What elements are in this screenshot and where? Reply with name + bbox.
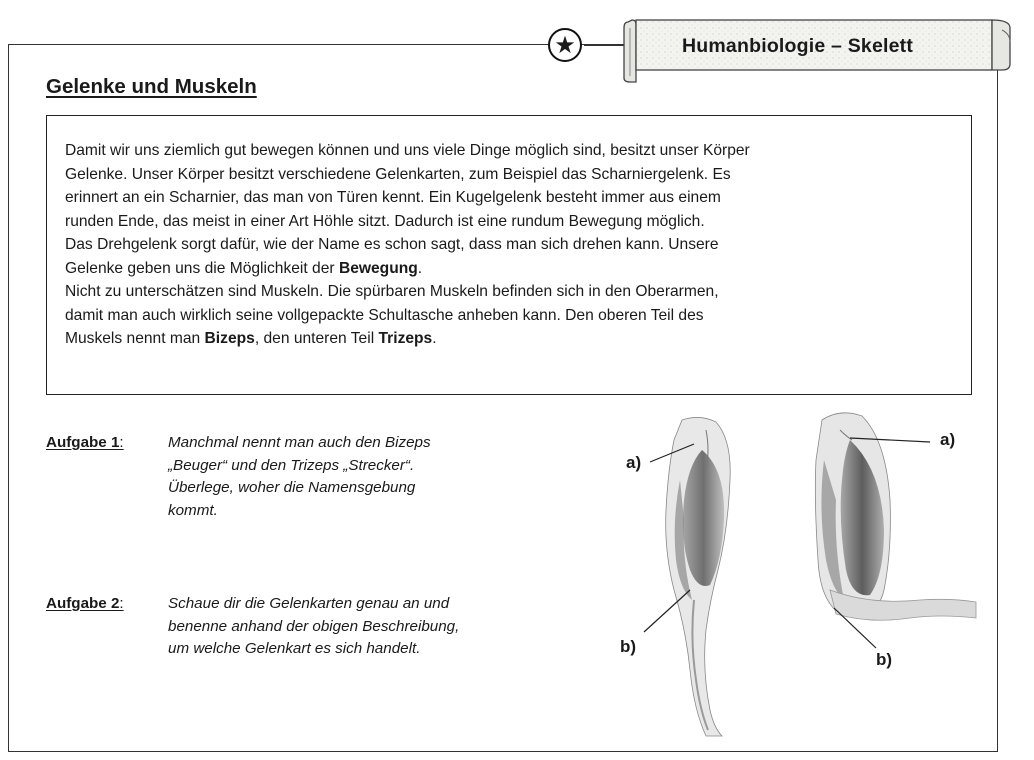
task-label-text: Aufgabe 1 (46, 434, 120, 451)
task-text (168, 432, 568, 522)
info-line-text: Gelenke geben uns die Möglichkeit der (65, 259, 339, 277)
banner-title: Humanbiologie – Skelett (682, 35, 914, 57)
info-text-box (46, 115, 972, 395)
info-line-text: , den unteren Teil (254, 330, 379, 347)
term-bizeps: Bizeps (204, 330, 255, 347)
task-line: Manchmal nennt man auch den Bizeps (168, 434, 431, 451)
task-label (46, 593, 124, 616)
label-a-right: a) (940, 430, 956, 449)
term-bewegung: Bewegung (338, 259, 418, 277)
task-line: um welche Gelenkart es sich handelt. (168, 640, 421, 657)
info-paragraph (65, 139, 955, 351)
task-colon: : (119, 434, 124, 451)
info-line-text: . (432, 330, 437, 347)
title-banner (622, 14, 1014, 84)
arm-bent-drawing (800, 400, 990, 690)
info-line: damit man auch wirklich seine vollgepackte Schultasche anheben kann. Den oberen Teil des (65, 306, 704, 324)
section-title: Gelenke und Muskeln (46, 75, 257, 98)
task-text (168, 593, 568, 661)
info-line (65, 327, 955, 351)
label-a-left: a) (626, 453, 642, 472)
info-line: Gelenke. Unser Körper besitzt verschiedene Gelenkarten, zum Beispiel das Scharniergelenk. Es (65, 165, 731, 183)
info-line-text: . (417, 259, 423, 277)
label-b-right: b) (876, 650, 893, 669)
info-line: Das Drehgelenk sorgt dafür, wie der Name es schon sagt, dass man sich drehen kann. Unsere (65, 236, 719, 253)
task-line: „Beuger“ und den Trizeps „Strecker“. (168, 456, 415, 474)
task-label (46, 432, 124, 455)
label-b-left: b) (620, 637, 637, 656)
info-line (65, 257, 955, 281)
info-line: erinnert an ein Scharnier, das man von Türen kennt. Ein Kugelgelenk besteht immer aus einem (65, 189, 721, 206)
info-line: Nicht zu unterschätzen sind Muskeln. Die spürbaren Muskeln befinden sich in den Oberarmen, (65, 283, 719, 300)
info-line: Damit wir uns ziemlich gut bewegen können und uns viele Dinge möglich sind, besitzt unser Körper (65, 142, 750, 159)
term-trizeps: Trizeps (378, 330, 433, 347)
task-colon: : (119, 595, 124, 612)
task-line: Überlege, woher die Namensgebung (168, 479, 416, 496)
task-line: benenne anhand der obigen Beschreibung, (168, 617, 460, 635)
task-line: kommt. (168, 501, 218, 519)
arm-illustration-extended (610, 410, 780, 740)
task-label-text: Aufgabe 2 (46, 595, 120, 612)
info-line: runden Ende, das meist in einer Art Höhle sitzt. Dadurch ist eine rundum Bewegung möglich. (65, 212, 705, 230)
task-line: Schaue dir die Gelenkarten genau an und (168, 595, 450, 612)
arm-illustration-bent (800, 400, 990, 690)
info-line-text: Muskels nennt man (65, 330, 205, 347)
star-icon: ★ (548, 28, 582, 62)
